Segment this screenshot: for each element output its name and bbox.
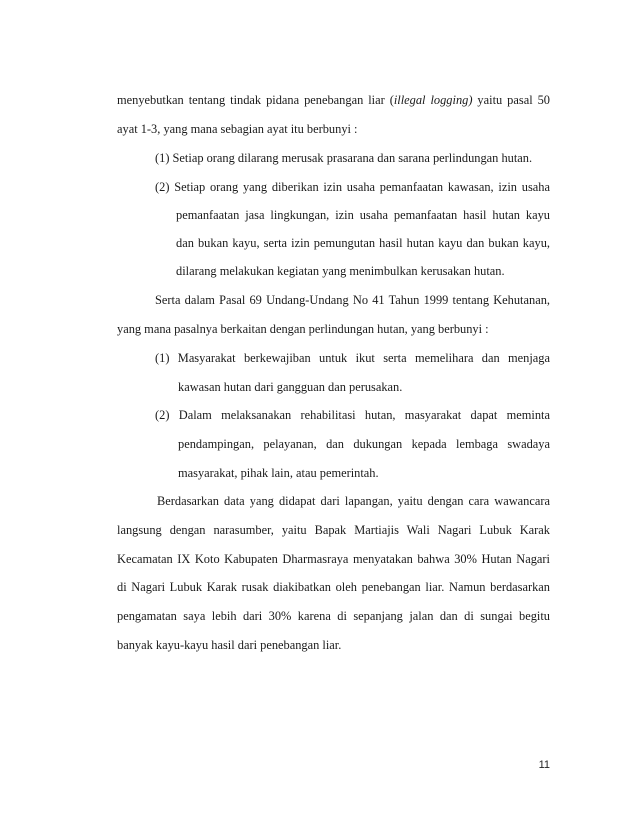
- text-line: yang mana pasalnya berkaitan dengan perlindungan hutan, yang berbunyi :: [117, 322, 489, 336]
- paragraph-first-line: Serta dalam Pasal 69 Undang-Undang No 41 Tahun 1999 tentang Kehutanan,: [155, 293, 550, 307]
- text-line: menyebutkan tentang tindak pidana penebangan liar (illegal logging) yaitu pasal 50: [117, 93, 550, 107]
- text-line: di Nagari Lubuk Karak rusak diakibatkan oleh penebangan liar. Namun berdasarkan: [117, 580, 550, 594]
- list-item-continuation: kawasan hutan dari gangguan dan perusakan.: [178, 380, 403, 394]
- list-item-line: (1) Setiap orang dilarang merusak prasarana dan sarana perlindungan hutan.: [155, 151, 533, 165]
- list-item-continuation: masyarakat, pihak lain, atau pemerintah.: [178, 466, 379, 480]
- text-line: banyak kayu-kayu hasil dari penebangan liar.: [117, 638, 342, 652]
- list-item-continuation: pemanfaatan jasa lingkungan, izin usaha pemanfaatan hasil hutan kayu: [176, 208, 550, 222]
- list-item-line: (2) Setiap orang yang diberikan izin usaha pemanfaatan kawasan, izin usaha: [155, 180, 550, 194]
- italic-term: illegal logging): [393, 93, 473, 107]
- text-line: pengamatan saya lebih dari 30% karena di sepanjang jalan dan di sungai begitu: [117, 609, 550, 623]
- list-item-continuation: dilarang melakukan kegiatan yang menimbulkan kerusakan hutan.: [176, 264, 505, 278]
- list-item-continuation: pendampingan, pelayanan, dan dukungan kepada lembaga swadaya: [178, 437, 550, 451]
- paragraph-first-line: Berdasarkan data yang didapat dari lapangan, yaitu dengan cara wawancara: [157, 494, 550, 508]
- text-line: langsung dengan narasumber, yaitu Bapak Martiajis Wali Nagari Lubuk Karak: [117, 523, 550, 537]
- text-line: Kecamatan IX Koto Kabupaten Dharmasraya menyatakan bahwa 30% Hutan Nagari: [117, 552, 550, 566]
- text-line: ayat 1-3, yang mana sebagian ayat itu berbunyi :: [117, 122, 358, 136]
- list-item-line: (2) Dalam melaksanakan rehabilitasi hutan, masyarakat dapat meminta: [155, 408, 550, 422]
- page-number: 11: [538, 759, 550, 771]
- list-item-line: (1) Masyarakat berkewajiban untuk ikut serta memelihara dan menjaga: [155, 351, 550, 365]
- list-item-continuation: dan bukan kayu, serta izin pemungutan hasil hutan kayu dan bukan kayu,: [176, 236, 550, 250]
